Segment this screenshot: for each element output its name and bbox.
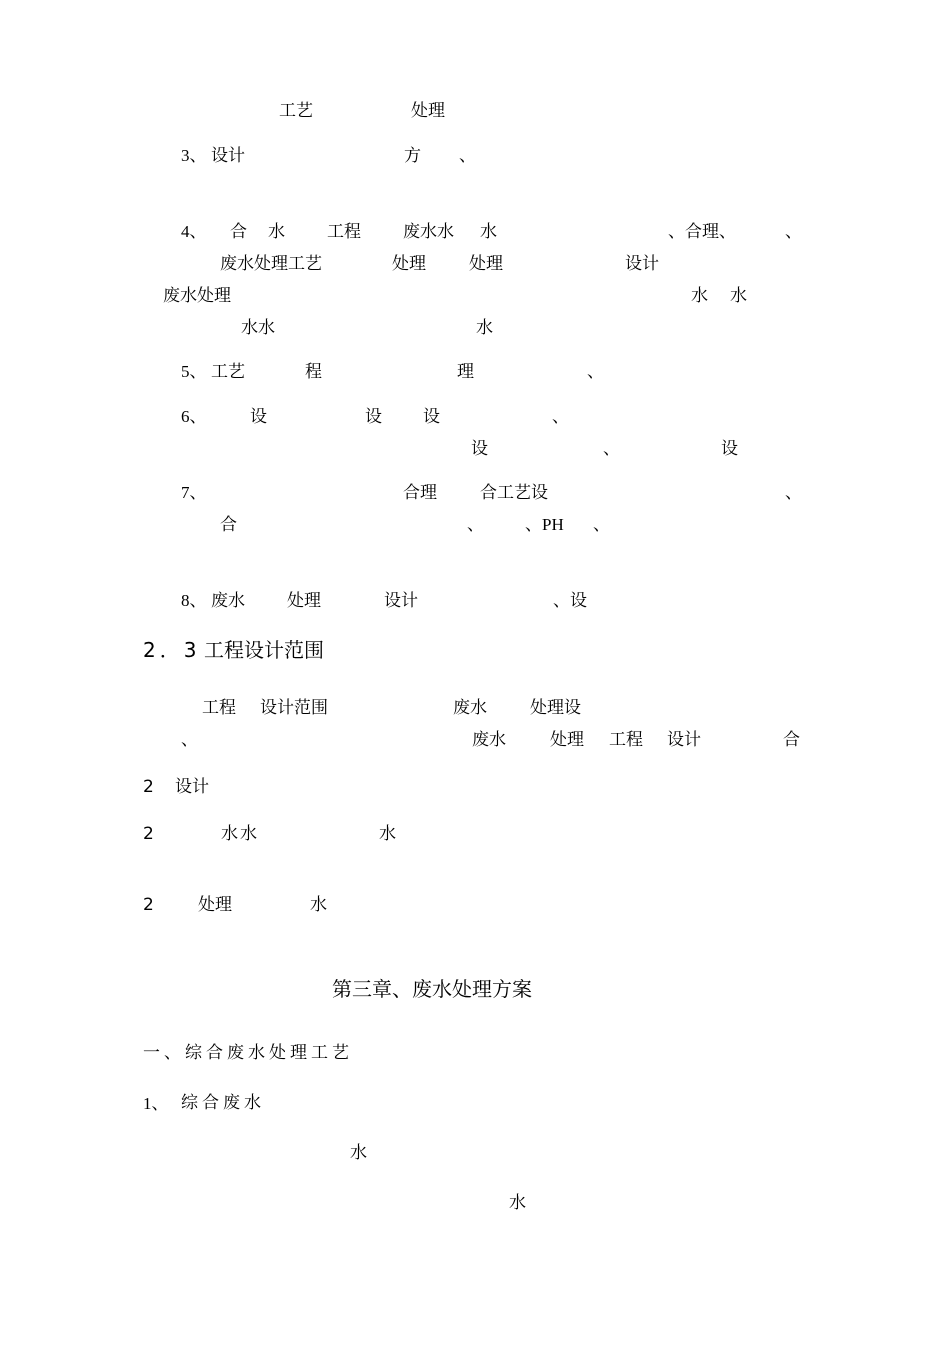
text-fragment: 、 — [459, 146, 476, 166]
text-fragment: 水 — [350, 1143, 367, 1163]
text-fragment: 水 — [730, 286, 747, 306]
text-fragment: 处理设 — [530, 698, 581, 718]
list-number: 3、 — [181, 146, 207, 165]
text-fragment: 设 — [471, 439, 488, 459]
list-number: 5、 — [181, 362, 207, 381]
text-fragment: 设计 — [211, 146, 245, 166]
list-number: 2 — [143, 824, 154, 844]
text-fragment: 设 — [250, 407, 267, 427]
text-fragment: 、PH — [525, 515, 564, 534]
text-fragment: 废水处理 — [163, 286, 231, 306]
text-fragment: 处理 — [287, 591, 321, 611]
text-fragment: 、 — [593, 515, 610, 535]
text-fragment: 水 — [379, 824, 396, 844]
text-fragment: 程 — [305, 362, 322, 382]
list-number: 1、 — [143, 1094, 169, 1113]
text-fragment: 废水 — [472, 730, 506, 750]
text-fragment: 水 — [509, 1193, 526, 1213]
text-fragment: 设计 — [175, 777, 209, 797]
text-fragment: 、 — [785, 483, 802, 503]
text-fragment: 设 — [721, 439, 738, 459]
text-fragment: 废水 — [211, 591, 245, 611]
list-number: 7、 — [181, 483, 207, 502]
list-number: 8、 — [181, 591, 207, 610]
subsection-heading: 综合废水 — [181, 1093, 265, 1113]
text-fragment: 废水处理工艺 — [220, 254, 322, 274]
text-fragment: 工艺 — [211, 362, 245, 382]
text-fragment: 处理 — [469, 254, 503, 274]
text-fragment: 水 — [310, 895, 327, 915]
text-fragment: 合 — [220, 515, 237, 535]
text-fragment: 、 — [467, 515, 484, 535]
section-heading: 工程设计范围 — [204, 638, 324, 662]
text-fragment: 水 — [691, 286, 708, 306]
text-fragment: 、合理、 — [668, 222, 736, 242]
text-fragment: 方 — [404, 146, 421, 166]
text-fragment: 、设 — [553, 591, 587, 611]
text-fragment: 设计 — [667, 730, 701, 750]
text-fragment: 设计 — [625, 254, 659, 274]
text-fragment: 合 — [783, 730, 800, 750]
text-fragment: 水水 — [221, 824, 259, 844]
text-fragment: 处理 — [550, 730, 584, 750]
text-fragment: 处理 — [198, 895, 232, 915]
text-fragment: 、 — [181, 730, 198, 750]
list-number: 4、 — [181, 222, 207, 241]
text-fragment: 合理 — [403, 483, 437, 503]
text-fragment: 理 — [457, 362, 474, 382]
text-fragment: 废水 — [453, 698, 487, 718]
list-number: 2 — [143, 895, 154, 915]
text-fragment: 合 — [230, 222, 247, 242]
text-fragment: 水水 — [241, 318, 275, 338]
text-fragment: 工程 — [327, 222, 361, 242]
text-fragment: 废水水 — [403, 222, 454, 242]
text-fragment: 工程 — [609, 730, 643, 750]
text-fragment: 、 — [552, 407, 569, 427]
text-fragment: 设 — [423, 407, 440, 427]
text-fragment: 水 — [476, 318, 493, 338]
text-fragment: 设计范围 — [260, 698, 328, 718]
text-fragment: 工程 — [202, 698, 236, 718]
text-fragment: 、 — [785, 222, 802, 242]
text-fragment: 、 — [603, 439, 620, 459]
text-fragment: 工艺 — [279, 101, 313, 121]
section-number: 2．3 — [143, 638, 201, 662]
text-fragment: 处理 — [392, 254, 426, 274]
text-fragment: 、 — [587, 362, 604, 382]
list-number: 6、 — [181, 407, 207, 426]
text-fragment: 处理 — [411, 101, 445, 121]
text-fragment: 水 — [480, 222, 497, 242]
section-heading: 一、综合废水处理工艺 — [143, 1043, 353, 1063]
text-fragment: 设 — [365, 407, 382, 427]
text-fragment: 设计 — [384, 591, 418, 611]
text-fragment: 水 — [268, 222, 285, 242]
list-number: 2 — [143, 777, 154, 797]
chapter-title: 第三章、废水处理方案 — [332, 977, 532, 1001]
text-fragment: 合工艺设 — [480, 483, 548, 503]
